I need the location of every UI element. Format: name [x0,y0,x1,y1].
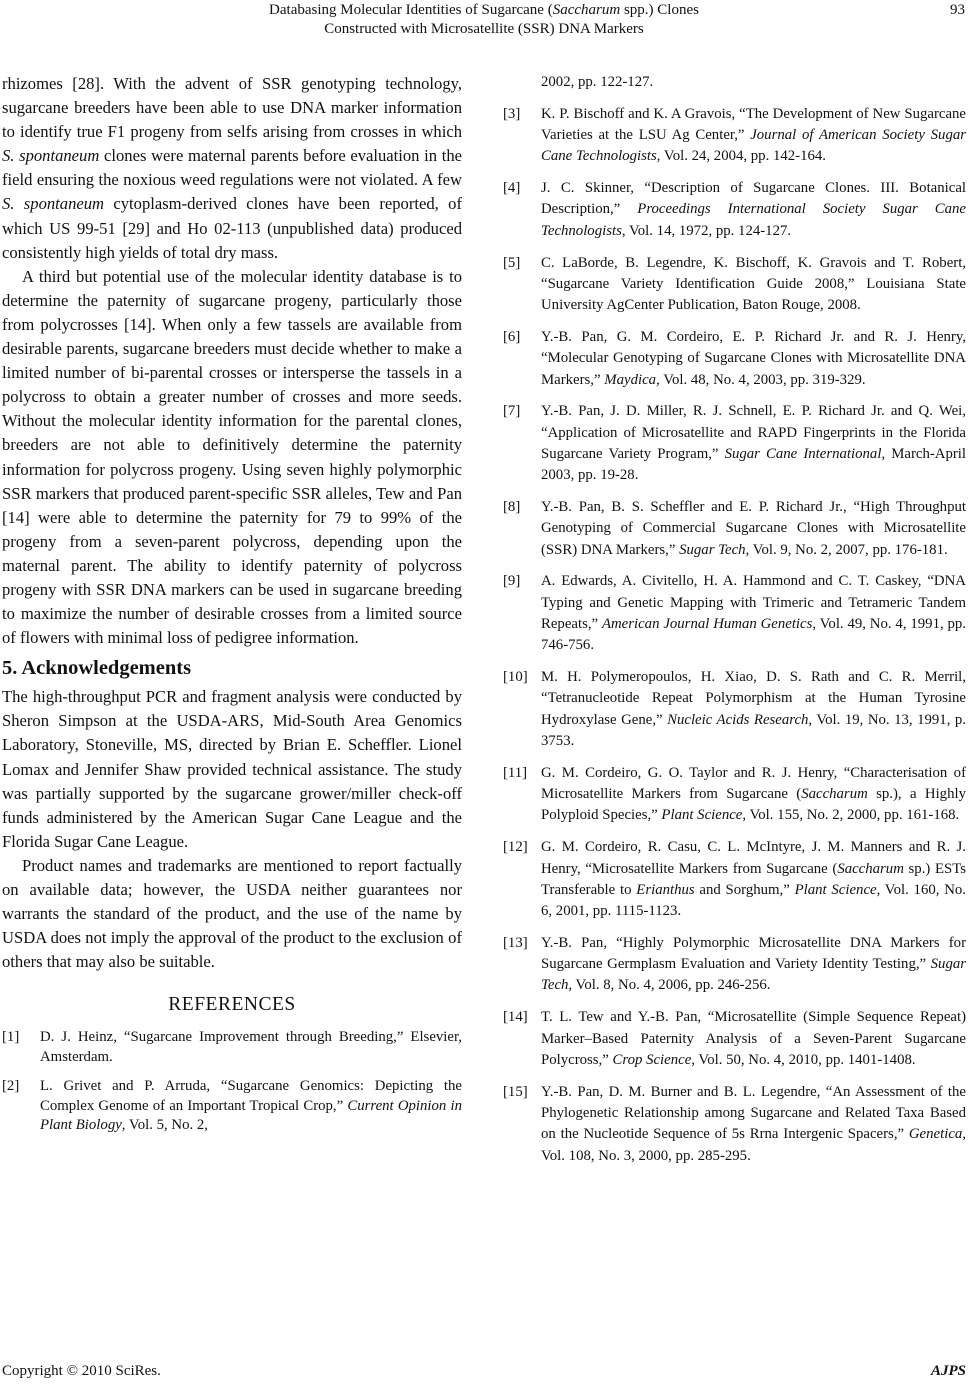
italic-text: American Journal Human Genetics [601,616,813,633]
text-run: , Vol. 155, No. 2, 2000, pp. 161-168. [742,807,960,824]
reference-text [541,327,966,391]
italic-text: Crop Science [612,1051,692,1068]
text-run: A. Edwards, A. Civitello, H. A. Hammond and C. T. Caskey, “DNA Typing and Genetic Mapping with Trimeric and Tetrameric Tandem Repeats,” [541,573,966,633]
copyright-notice: Copyright © 2010 SciRes. [2,1363,161,1379]
reference-list-left [2,1028,462,1135]
paragraph-acknowledgements: The high-throughput PCR and fragment analysis were conducted by Sheron Simpson at the USDA-ARS, Mid-South Area Genomics Laboratory, Stoneville, MS, directed by Brian E. Scheffler. Lionel Lomax and Jennifer Shaw provided technical assistance. The study was partially supported by the sugarcane grower/miller check-off funds administered by the American Sugar Cane League and the Florida Sugar Cane League. [2,687,462,851]
text-run: Y.-B. Pan, G. M. Cordeiro, E. P. Richard Jr. and R. J. Henry, “Molecular Genotyping of Sugarcane Clones with Microsatellite DNA Markers,” [541,328,966,388]
italic-text: Plant Science [794,881,877,898]
reference-item-11 [503,763,966,827]
text-run: G. M. Cordeiro, R. Casu, C. L. McIntyre, J. M. Manners and R. J. Henry, “Microsatellite Markers from Sugarcane ( [541,839,966,877]
text-run: sp.) ESTs Transferable to [541,860,966,898]
reference-item-1 [2,1028,462,1067]
section-heading-acknowledgements: 5. Acknowledgements [2,657,192,680]
reference-item-15 [503,1082,966,1167]
text-run: , March-April 2003, pp. 19-28. [541,445,967,484]
reference-item-7 [503,401,966,486]
text-run: , Vol. 160, No. 6, 2001, pp. 1115-1123. [541,881,966,920]
text-run: C. LaBorde, B. Legendre, K. Bischoff, K. Gravois and T. Robert, “Sugarcane Variety Identification Guide 2008,” Louisiana State University AgCenter Publication, Baton Rouge, 2008. [541,254,966,314]
reference-text [541,571,966,656]
reference-item-14 [503,1007,966,1071]
running-title-line2: Constructed with Microsatellite (SSR) DNA Markers [324,21,644,37]
italic-text: Genetica [908,1126,963,1143]
reference-text [541,1082,966,1167]
text-run: T. L. Tew and Y.-B. Pan, “Microsatellite (Simple Sequence Repeat) Marker–Based Paternity Analysis of a Seven-Parent Sugarcane Polycross,” [541,1009,966,1068]
reference-text [541,763,966,827]
text-run: G. M. Cordeiro, G. O. Taylor and R. J. Henry, “Characterisation of Microsatellite Markers from Sugarcane ( [541,764,966,803]
reference-number: [5] [503,254,521,271]
text-run: , Vol. 5, No. 2, [121,1117,208,1133]
running-title-part: Databasing Molecular Identities of Sugarcane ( [269,2,553,18]
page-footer [2,1362,966,1380]
text-run: J. C. Skinner, “Description of Sugarcane Clones. III. Botanical Description,” [541,180,966,218]
reference-text [541,401,966,486]
page-number: 93 [950,2,965,18]
reference-number: [6] [503,328,521,345]
reference-number: [9] [503,573,521,590]
reference-number: [7] [503,403,521,420]
text-run: D. J. Heinz, “Sugarcane Improvement through Breeding,” Elsevier, Amsterdam. [40,1029,462,1065]
reference-list-right [503,104,966,1167]
reference-text [541,1007,966,1071]
text-run: , Vol. 9, No. 2, 2007, pp. 176-181. [745,541,948,558]
italic-text: Sugar Tech [541,956,966,994]
text-run: , Vol. 108, No. 3, 2000, pp. 285-295. [541,1126,966,1164]
reference-text [40,1028,462,1067]
reference-item-9 [503,571,966,656]
text-run: and Sorghum,” [694,881,795,898]
text-run: K. P. Bischoff and K. A Gravois, “The Development of New Sugarcane Varieties at the LSU Ag Center,” [541,105,966,144]
text-run: , Vol. 19, No. 13, 1991, p. 3753. [541,711,967,750]
text-run: cytoplasm-derived clones have been reported, of which US 99-51 [29] and Ho 02-113 (unpublished data) produced consistently high yields of total dry mass. [2,194,462,262]
reference-number: [4] [503,180,521,197]
text-run: Y.-B. Pan, D. M. Burner and B. L. Legendre, “An Assessment of the Phylogenetic Relationship among Sugarcane and Related Taxa Based on the Nucleotide Sequence of 5s Rrna Intergenic Spacers,” [541,1083,966,1143]
italic-text: Maydica [604,371,657,388]
text-run: Y.-B. Pan, J. D. Miller, R. J. Schnell, E. P. Richard Jr. and Q. Wei, “Application of Microsatellite and RAPD Fingerprints in the Florida Sugarcane Variety Program,” [541,403,966,462]
reference-number: [3] [503,105,521,122]
reference-text [541,933,966,997]
italic-text: Nucleic Acids Research [667,711,809,728]
reference-item-3 [503,104,966,168]
reference-item-2 [2,1077,462,1135]
reference-item-10 [503,667,966,752]
reference-number: [11] [503,764,528,781]
left-column [2,72,462,1145]
paragraph-ssr-genotyping [2,72,462,265]
running-title-line1 [0,0,968,20]
reference-text [40,1077,462,1135]
reference-item-4 [503,178,966,242]
reference-item-13 [503,933,966,997]
text-run: rhizomes [28]. With the advent of SSR genotyping technology, sugarcane breeders have been able to use DNA marker information to identify true F1 progeny from selfs arising from crosses in which [2,74,462,142]
italic-text: Plant Science [661,807,743,824]
reference-number: [15] [503,1083,528,1100]
reference-text [541,104,966,168]
reference-number: [14] [503,1009,528,1026]
text-run: , Vol. 50, No. 4, 2010, pp. 1401-1408. [691,1051,916,1068]
italic-text: Sugar Tech [679,541,746,558]
text-run: , Vol. 24, 2004, pp. 142-164. [656,148,826,165]
italic-text: Saccharum [837,860,904,877]
reference-number: [10] [503,669,528,686]
reference-text [541,253,966,317]
text-run: clones were maternal parents before evaluation in the field ensuring the noxious weed regulations were not violated. A few [2,146,463,190]
italic-text: Sugar Cane International [724,445,882,462]
reference-number: [2] [2,1078,20,1095]
text-run: , Vol. 48, No. 4, 2003, pp. 319-329. [656,371,866,388]
reference-text [541,497,966,561]
reference-item-5 [503,253,966,317]
italic-text: S. spontaneum [2,146,100,166]
text-run: , Vol. 8, No. 4, 2006, pp. 246-256. [568,977,771,994]
running-header [0,0,968,50]
reference-2-continuation: 2002, pp. 122-127. [541,74,654,90]
italic-text: Proceedings International Society Sugar Cane Technologists [541,201,966,239]
text-run: Y.-B. Pan, B. S. Scheffler and E. P. Richard Jr., “High Throughput Genotyping of Commercial Sugarcane Clones with Microsatellite (SSR) DNA Markers,” [541,499,966,558]
journal-abbrev: AJPS [930,1363,966,1379]
italic-text: S. spontaneum [2,194,105,214]
text-run: M. H. Polymeropoulos, H. Xiao, D. S. Rath and C. R. Merril, “Tetranucleotide Repeat Polymorphism at the Human Tyrosine Hydroxylase Gene,” [541,669,966,728]
running-title-part: spp.) Clones [620,2,699,18]
text-run: sp.), a Highly Polyploid Species,” [541,786,966,824]
reference-number: [1] [2,1029,20,1046]
reference-number: [8] [503,499,521,516]
paragraph-disclaimer: Product names and trademarks are mentioned to report factually on available data; however, the USDA neither guarantees nor warrants the standard of the product, and the use of the name by USDA does not imply the approval of the product to the exclusion of others that may also be suitable. [2,855,462,972]
running-title-italic: Saccharum [552,2,621,18]
reference-item-8 [503,497,966,561]
italic-text: Journal of American Society Sugar Cane Technologists [541,127,966,165]
reference-text [541,837,966,922]
text-run: , Vol. 14, 1972, pp. 124-127. [621,222,792,239]
references-heading: REFERENCES [168,994,296,1016]
reference-number: [12] [503,839,528,856]
paragraph-paternity: A third but potential use of the molecular identity database is to determine the paternity of sugarcane progeny, particularly those from polycrosses [14]. When only a few tassels are available from desirable parents, sugarcane breeders must decide whether to make a limited number of bi-parental crosses or intersperse the tassels in a polycross to obtain a greater number of crosses and more seeds. Without the molecular identity information for the parental clones, breeders are not able to definitively determine the paternity information for polycross progeny. Using seven highly polymorphic SSR markers that produced parent-specific SSR alleles, Tew and Pan [14] were able to determine the paternity for 79 to 99% of the progeny from a seven-parent polycross, depending upon the maternal parent. The ability to identify paternity of polycross progeny with SSR DNA markers can be used in sugarcane breeding to maximize the number of desirable crosses from a limited source of flowers with minimal loss of pedigree information. [2,266,462,648]
reference-item-12 [503,837,966,922]
right-column [503,72,966,1177]
reference-text [541,667,966,752]
italic-text: Erianthus [636,881,695,898]
reference-number: [13] [503,934,528,951]
reference-item-6 [503,327,966,391]
text-run: , Vol. 49, No. 4, 1991, pp. 746-756. [541,616,966,654]
italic-text: Current Opinion in Plant Biology [40,1097,462,1133]
text-run: Y.-B. Pan, “Highly Polymorphic Microsatellite DNA Markers for Sugarcane Germplasm Evaluation and Variety Identity Testing,” [541,934,966,973]
text-run: L. Grivet and P. Arruda, “Sugarcane Genomics: Depicting the Complex Genome of an Important Tropical Crop,” [40,1078,462,1114]
reference-text [541,178,966,242]
italic-text: Saccharum [801,786,868,803]
